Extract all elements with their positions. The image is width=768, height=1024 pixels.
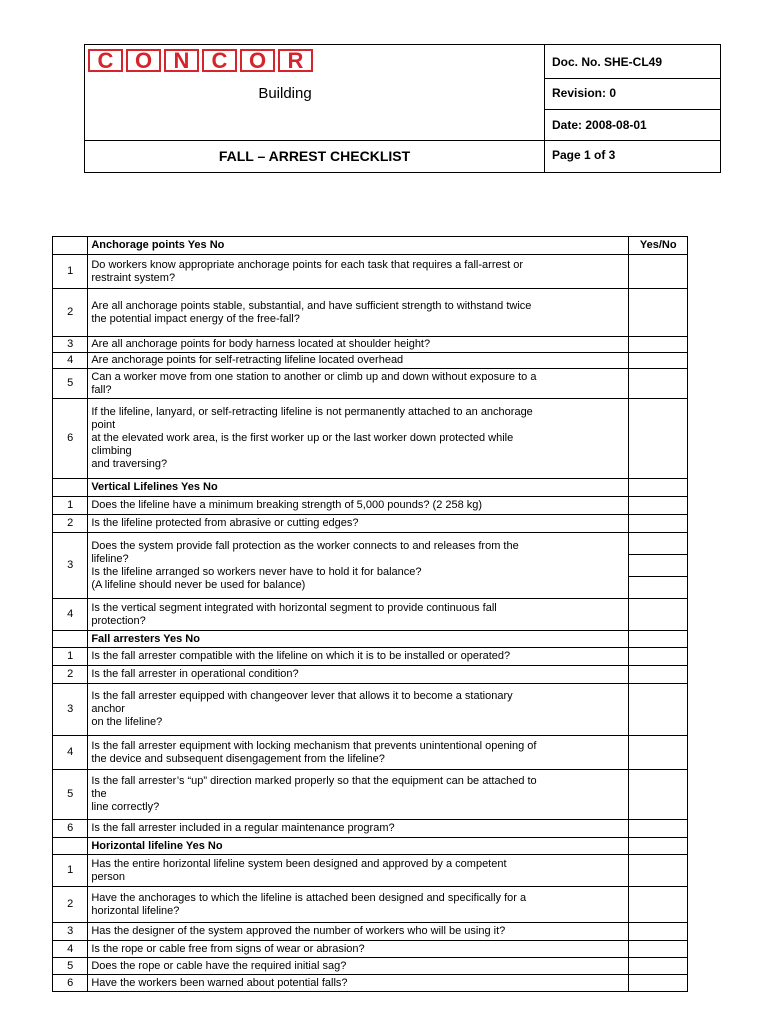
item-number: 1 xyxy=(53,648,88,666)
item-number: 2 xyxy=(53,666,88,684)
answer-cell[interactable] xyxy=(629,855,688,887)
question-line: Are all anchorage points for body harness located at shoulder height? xyxy=(91,338,431,350)
item-number: 1 xyxy=(53,855,88,887)
question-line: Have the workers been warned about potential falls? xyxy=(91,976,348,989)
answer-cell[interactable] xyxy=(629,958,688,975)
question-text xyxy=(88,337,629,353)
section-title: Vertical Lifelines Yes No xyxy=(88,479,629,497)
question-line: restraint system? xyxy=(91,271,176,284)
question-text xyxy=(88,855,629,887)
checklist-row xyxy=(53,923,688,941)
checklist-row xyxy=(53,648,688,666)
question-line: Is the fall arrester included in a regular maintenance program? xyxy=(91,822,395,834)
question-line: Is the fall arrester’s “up” direction marked properly so that the equipment can be attached to xyxy=(91,775,537,787)
question-text xyxy=(88,975,629,992)
logo-letter: N xyxy=(164,49,199,72)
question-line: Has the entire horizontal lifeline system been designed and approved by a competent xyxy=(91,857,507,870)
question-line: Does the lifeline have a minimum breaking strength of 5,000 pounds? (2 258 kg) xyxy=(91,499,483,511)
question-text xyxy=(88,684,629,736)
question-line: the device and subsequent disengagement from the lifeline? xyxy=(91,752,385,765)
item-number: 5 xyxy=(53,958,88,975)
header-divider xyxy=(544,78,720,79)
question-line: (A lifeline should never be used for balance) xyxy=(91,578,306,591)
question-line: Does the rope or cable have the required initial sag? xyxy=(91,959,347,972)
answer-cell xyxy=(629,479,688,497)
question-text xyxy=(88,736,629,770)
blank-cell xyxy=(53,631,88,648)
section-title: Horizontal lifeline Yes No xyxy=(88,838,629,855)
section-title: Fall arresters Yes No xyxy=(88,631,629,648)
question-text xyxy=(88,497,629,515)
answer-cell[interactable] xyxy=(629,515,688,533)
answer-cell[interactable] xyxy=(629,599,688,631)
blank-cell xyxy=(53,237,88,255)
question-text xyxy=(88,820,629,838)
answer-cell[interactable] xyxy=(629,666,688,684)
checklist-row xyxy=(53,736,688,770)
answer-cell[interactable] xyxy=(629,770,688,820)
concor-logo xyxy=(88,49,316,72)
question-line: Are anchorage points for self-retracting lifeline located overhead xyxy=(91,354,404,366)
logo-letter: C xyxy=(202,49,237,72)
question-line: at the elevated work area, is the first worker up or the last worker down protected while xyxy=(91,432,514,444)
question-line: Is the lifeline arranged so workers never have to hold it for balance? xyxy=(91,565,422,578)
question-text xyxy=(88,255,629,289)
logo-letter: C xyxy=(88,49,123,72)
question-text xyxy=(88,533,629,599)
company-division: Building xyxy=(258,85,312,102)
question-line: and traversing? xyxy=(91,458,168,470)
item-number: 4 xyxy=(53,599,88,631)
question-line: Does the system provide fall protection as the worker connects to and releases from the xyxy=(91,539,519,552)
item-number: 2 xyxy=(53,887,88,923)
answer-cell[interactable] xyxy=(629,941,688,958)
checklist-row xyxy=(53,666,688,684)
answer-cell[interactable] xyxy=(629,820,688,838)
question-text xyxy=(88,289,629,337)
page-number: Page 1 of 3 xyxy=(552,148,616,162)
revision: Revision: 0 xyxy=(552,86,617,100)
checklist-row xyxy=(53,515,688,533)
question-line: the xyxy=(91,788,107,800)
document-title: FALL – ARREST CHECKLIST xyxy=(218,148,411,164)
question-text xyxy=(88,887,629,923)
item-number: 2 xyxy=(53,515,88,533)
question-text xyxy=(88,599,629,631)
question-text xyxy=(88,666,629,684)
header-divider xyxy=(85,140,720,141)
question-text xyxy=(88,515,629,533)
question-line: the potential impact energy of the free-fall? xyxy=(91,312,300,325)
checklist-row xyxy=(53,684,688,736)
question-line: Have the anchorages to which the lifeline is attached been designed and specifically for a xyxy=(91,891,527,904)
checklist-row xyxy=(53,337,688,353)
item-number: 6 xyxy=(53,399,88,479)
checklist-row xyxy=(53,255,688,289)
doc-number: Doc. No. SHE-CL49 xyxy=(552,55,663,69)
item-number: 5 xyxy=(53,369,88,399)
question-text xyxy=(88,770,629,820)
checklist-row xyxy=(53,887,688,923)
item-number: 2 xyxy=(53,289,88,337)
question-line: climbing xyxy=(91,445,132,457)
answer-cell[interactable] xyxy=(629,497,688,515)
question-text xyxy=(88,369,629,399)
checklist-table xyxy=(52,236,688,992)
question-line: Is the lifeline protected from abrasive or cutting edges? xyxy=(91,517,359,529)
logo-letter: O xyxy=(240,49,275,72)
section-header-row xyxy=(53,838,688,855)
question-line: Is the fall arrester equipment with locking mechanism that prevents unintentional opening of xyxy=(91,739,537,752)
answer-subdivider xyxy=(629,576,687,577)
answer-cell[interactable] xyxy=(629,684,688,736)
answer-column-header: Yes/No xyxy=(629,237,688,255)
checklist-row xyxy=(53,369,688,399)
question-line: horizontal lifeline? xyxy=(91,904,180,917)
answer-subdivider xyxy=(629,554,687,555)
header-divider xyxy=(544,109,720,110)
checklist-row xyxy=(53,958,688,975)
answer-cell[interactable] xyxy=(629,923,688,941)
section-header-row xyxy=(53,237,688,255)
checklist-row xyxy=(53,497,688,515)
question-line: Is the vertical segment integrated with horizontal segment to provide continuous fall xyxy=(91,601,497,614)
blank-cell xyxy=(53,838,88,855)
section-title: Anchorage points Yes No xyxy=(88,237,629,255)
question-line: Has the designer of the system approved the number of workers who will be using it? xyxy=(91,925,506,937)
question-text xyxy=(88,648,629,666)
checklist-row xyxy=(53,353,688,369)
question-line: line correctly? xyxy=(91,801,160,813)
question-text xyxy=(88,353,629,369)
question-line: Can a worker move from one station to another or climb up and down without exposure to a xyxy=(91,370,537,383)
item-number: 1 xyxy=(53,255,88,289)
item-number: 4 xyxy=(53,941,88,958)
question-line: on the lifeline? xyxy=(91,716,163,728)
checklist-row xyxy=(53,770,688,820)
answer-cell[interactable] xyxy=(629,399,688,479)
item-number: 4 xyxy=(53,353,88,369)
answer-cell xyxy=(629,631,688,648)
question-line: Are all anchorage points stable, substantial, and have sufficient strength to withstand twice xyxy=(91,299,532,312)
item-number: 3 xyxy=(53,923,88,941)
answer-cell[interactable] xyxy=(629,289,688,337)
item-number: 3 xyxy=(53,533,88,599)
question-line: Do workers know appropriate anchorage points for each task that requires a fall-arrest or xyxy=(91,258,523,271)
item-number: 1 xyxy=(53,497,88,515)
checklist-row xyxy=(53,533,688,599)
blank-cell xyxy=(53,479,88,497)
question-line: protection? xyxy=(91,614,146,627)
answer-cell[interactable] xyxy=(629,736,688,770)
document-header xyxy=(84,44,721,173)
answer-cell xyxy=(629,838,688,855)
logo-letter: R xyxy=(278,49,313,72)
checklist-row xyxy=(53,975,688,992)
question-line: Is the rope or cable free from signs of wear or abrasion? xyxy=(91,942,365,955)
question-text xyxy=(88,958,629,975)
checklist-row xyxy=(53,855,688,887)
question-line: Is the fall arrester compatible with the lifeline on which it is to be installed or operated? xyxy=(91,650,511,662)
checklist-row xyxy=(53,399,688,479)
question-text xyxy=(88,941,629,958)
section-header-row xyxy=(53,631,688,648)
answer-cell[interactable] xyxy=(629,337,688,353)
issue-date: Date: 2008-08-01 xyxy=(552,118,647,132)
section-header-row xyxy=(53,479,688,497)
question-line: Is the fall arrester equipped with changeover lever that allows it to become a stationary xyxy=(91,690,513,702)
question-line: person xyxy=(91,870,125,883)
question-text xyxy=(88,399,629,479)
answer-cell[interactable] xyxy=(629,533,688,599)
item-number: 6 xyxy=(53,820,88,838)
logo-letter: O xyxy=(126,49,161,72)
item-number: 3 xyxy=(53,684,88,736)
question-line: lifeline? xyxy=(91,552,129,565)
answer-cell[interactable] xyxy=(629,887,688,923)
item-number: 3 xyxy=(53,337,88,353)
item-number: 5 xyxy=(53,770,88,820)
answer-cell[interactable] xyxy=(629,369,688,399)
answer-cell[interactable] xyxy=(629,255,688,289)
checklist-row xyxy=(53,941,688,958)
question-line: fall? xyxy=(91,383,112,396)
checklist-row xyxy=(53,599,688,631)
checklist-row xyxy=(53,820,688,838)
answer-cell[interactable] xyxy=(629,353,688,369)
item-number: 6 xyxy=(53,975,88,992)
answer-cell[interactable] xyxy=(629,975,688,992)
question-line: Is the fall arrester in operational condition? xyxy=(91,668,299,680)
answer-cell[interactable] xyxy=(629,648,688,666)
item-number: 4 xyxy=(53,736,88,770)
question-line: anchor xyxy=(91,703,125,715)
question-text xyxy=(88,923,629,941)
question-line: If the lifeline, lanyard, or self-retracting lifeline is not permanently attached to an anchorage xyxy=(91,406,533,418)
checklist-row xyxy=(53,289,688,337)
question-line: point xyxy=(91,419,116,431)
